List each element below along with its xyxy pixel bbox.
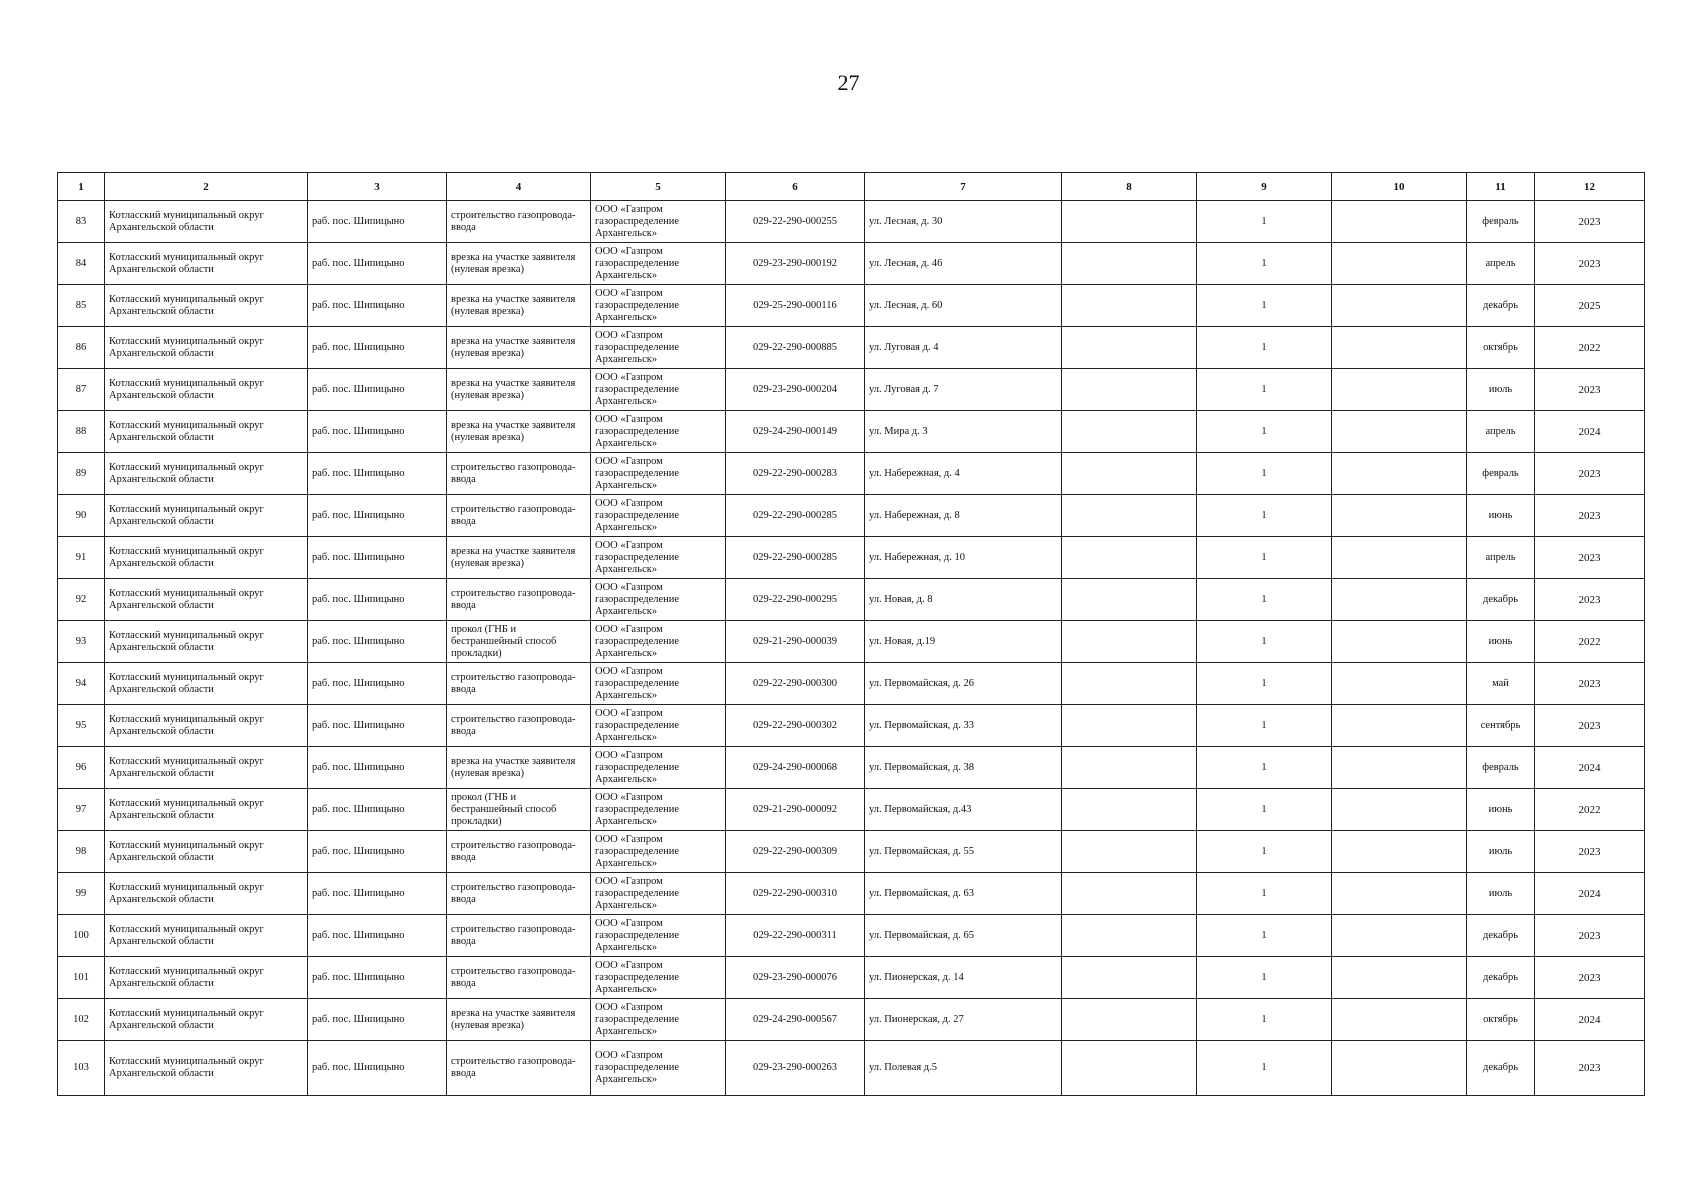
municipality-cell: Котласский муниципальный округ Архангельской области: [105, 579, 308, 621]
work-type-cell: строительство газопровода-ввода: [447, 579, 591, 621]
row-number: 103: [58, 1041, 105, 1096]
month-cell: июль: [1467, 873, 1535, 915]
column-8-cell: [1062, 705, 1197, 747]
column-8-cell: [1062, 873, 1197, 915]
address-cell: ул. Первомайская, д.43: [865, 789, 1062, 831]
row-number: 86: [58, 327, 105, 369]
table-row: [58, 453, 1645, 495]
row-number: 100: [58, 915, 105, 957]
organization-cell: ООО «Газпром газораспределение Архангельск»: [591, 957, 726, 999]
column-10-cell: [1332, 285, 1467, 327]
month-cell: декабрь: [1467, 1041, 1535, 1096]
quantity-cell: 1: [1197, 705, 1332, 747]
row-number: 98: [58, 831, 105, 873]
organization-cell: ООО «Газпром газораспределение Архангельск»: [591, 873, 726, 915]
month-cell: июнь: [1467, 789, 1535, 831]
column-10-cell: [1332, 327, 1467, 369]
column-10-cell: [1332, 747, 1467, 789]
registration-code-cell: 029-24-290-000149: [726, 411, 865, 453]
address-cell: ул. Новая, д.19: [865, 621, 1062, 663]
work-type-cell: врезка на участке заявителя (нулевая врезка): [447, 369, 591, 411]
organization-cell: ООО «Газпром газораспределение Архангельск»: [591, 915, 726, 957]
quantity-cell: 1: [1197, 873, 1332, 915]
municipality-cell: Котласский муниципальный округ Архангельской области: [105, 537, 308, 579]
table-row: [58, 747, 1645, 789]
address-cell: ул. Лесная, д. 30: [865, 201, 1062, 243]
address-cell: ул. Набережная, д. 8: [865, 495, 1062, 537]
column-8-cell: [1062, 621, 1197, 663]
year-cell: 2023: [1535, 201, 1645, 243]
settlement-cell: раб. пос. Шипицыно: [308, 915, 447, 957]
registration-code-cell: 029-22-290-000885: [726, 327, 865, 369]
column-header: 1: [58, 173, 105, 201]
row-number: 92: [58, 579, 105, 621]
organization-cell: ООО «Газпром газораспределение Архангельск»: [591, 831, 726, 873]
column-8-cell: [1062, 453, 1197, 495]
column-header: 7: [865, 173, 1062, 201]
row-number: 89: [58, 453, 105, 495]
quantity-cell: 1: [1197, 789, 1332, 831]
organization-cell: ООО «Газпром газораспределение Архангельск»: [591, 369, 726, 411]
year-cell: 2023: [1535, 369, 1645, 411]
settlement-cell: раб. пос. Шипицыно: [308, 957, 447, 999]
row-number: 95: [58, 705, 105, 747]
quantity-cell: 1: [1197, 495, 1332, 537]
organization-cell: ООО «Газпром газораспределение Архангельск»: [591, 1041, 726, 1096]
quantity-cell: 1: [1197, 327, 1332, 369]
month-cell: апрель: [1467, 537, 1535, 579]
work-type-cell: строительство газопровода-ввода: [447, 495, 591, 537]
address-cell: ул. Лесная, д. 46: [865, 243, 1062, 285]
column-8-cell: [1062, 369, 1197, 411]
row-number: 88: [58, 411, 105, 453]
settlement-cell: раб. пос. Шипицыно: [308, 453, 447, 495]
address-cell: ул. Первомайская, д. 65: [865, 915, 1062, 957]
municipality-cell: Котласский муниципальный округ Архангельской области: [105, 1041, 308, 1096]
work-type-cell: врезка на участке заявителя (нулевая врезка): [447, 243, 591, 285]
column-10-cell: [1332, 705, 1467, 747]
year-cell: 2023: [1535, 243, 1645, 285]
organization-cell: ООО «Газпром газораспределение Архангельск»: [591, 453, 726, 495]
registration-code-cell: 029-21-290-000039: [726, 621, 865, 663]
row-number: 97: [58, 789, 105, 831]
settlement-cell: раб. пос. Шипицыно: [308, 495, 447, 537]
column-header: 11: [1467, 173, 1535, 201]
registration-code-cell: 029-22-290-000310: [726, 873, 865, 915]
address-cell: ул. Полевая д.5: [865, 1041, 1062, 1096]
column-header: 6: [726, 173, 865, 201]
work-type-cell: врезка на участке заявителя (нулевая врезка): [447, 747, 591, 789]
address-cell: ул. Набережная, д. 10: [865, 537, 1062, 579]
column-header: 10: [1332, 173, 1467, 201]
settlement-cell: раб. пос. Шипицыно: [308, 327, 447, 369]
column-header: 8: [1062, 173, 1197, 201]
quantity-cell: 1: [1197, 243, 1332, 285]
column-header: 5: [591, 173, 726, 201]
column-10-cell: [1332, 663, 1467, 705]
organization-cell: ООО «Газпром газораспределение Архангельск»: [591, 495, 726, 537]
table-row: [58, 327, 1645, 369]
address-cell: ул. Пионерская, д. 27: [865, 999, 1062, 1041]
year-cell: 2024: [1535, 747, 1645, 789]
municipality-cell: Котласский муниципальный округ Архангельской области: [105, 411, 308, 453]
column-10-cell: [1332, 957, 1467, 999]
work-type-cell: врезка на участке заявителя (нулевая врезка): [447, 285, 591, 327]
year-cell: 2023: [1535, 1041, 1645, 1096]
registration-code-cell: 029-22-290-000311: [726, 915, 865, 957]
quantity-cell: 1: [1197, 1041, 1332, 1096]
row-number: 99: [58, 873, 105, 915]
table-body: [58, 201, 1645, 1096]
registration-code-cell: 029-25-290-000116: [726, 285, 865, 327]
row-number: 90: [58, 495, 105, 537]
settlement-cell: раб. пос. Шипицыно: [308, 789, 447, 831]
table-row: [58, 873, 1645, 915]
month-cell: декабрь: [1467, 957, 1535, 999]
work-type-cell: врезка на участке заявителя (нулевая врезка): [447, 537, 591, 579]
page-number: 27: [837, 70, 860, 95]
municipality-cell: Котласский муниципальный округ Архангельской области: [105, 243, 308, 285]
address-cell: ул. Новая, д. 8: [865, 579, 1062, 621]
row-number: 94: [58, 663, 105, 705]
registration-code-cell: 029-22-290-000295: [726, 579, 865, 621]
month-cell: февраль: [1467, 453, 1535, 495]
municipality-cell: Котласский муниципальный округ Архангельской области: [105, 327, 308, 369]
quantity-cell: 1: [1197, 915, 1332, 957]
quantity-cell: 1: [1197, 537, 1332, 579]
registration-code-cell: 029-22-290-000309: [726, 831, 865, 873]
municipality-cell: Котласский муниципальный округ Архангельской области: [105, 747, 308, 789]
quantity-cell: 1: [1197, 285, 1332, 327]
month-cell: июль: [1467, 831, 1535, 873]
organization-cell: ООО «Газпром газораспределение Архангельск»: [591, 537, 726, 579]
column-8-cell: [1062, 285, 1197, 327]
organization-cell: ООО «Газпром газораспределение Архангельск»: [591, 999, 726, 1041]
column-8-cell: [1062, 537, 1197, 579]
municipality-cell: Котласский муниципальный округ Архангельской области: [105, 369, 308, 411]
year-cell: 2023: [1535, 957, 1645, 999]
column-10-cell: [1332, 579, 1467, 621]
quantity-cell: 1: [1197, 201, 1332, 243]
month-cell: апрель: [1467, 243, 1535, 285]
column-10-cell: [1332, 915, 1467, 957]
month-cell: июль: [1467, 369, 1535, 411]
month-cell: октябрь: [1467, 999, 1535, 1041]
column-10-cell: [1332, 537, 1467, 579]
table-row: [58, 705, 1645, 747]
municipality-cell: Котласский муниципальный округ Архангельской области: [105, 915, 308, 957]
year-cell: 2024: [1535, 873, 1645, 915]
municipality-cell: Котласский муниципальный округ Архангельской области: [105, 201, 308, 243]
registration-code-cell: 029-23-290-000263: [726, 1041, 865, 1096]
column-8-cell: [1062, 201, 1197, 243]
municipality-cell: Котласский муниципальный округ Архангельской области: [105, 621, 308, 663]
organization-cell: ООО «Газпром газораспределение Архангельск»: [591, 789, 726, 831]
municipality-cell: Котласский муниципальный округ Архангельской области: [105, 831, 308, 873]
table-row: [58, 663, 1645, 705]
column-10-cell: [1332, 495, 1467, 537]
year-cell: 2023: [1535, 831, 1645, 873]
table-row: [58, 369, 1645, 411]
work-type-cell: строительство газопровода-ввода: [447, 831, 591, 873]
settlement-cell: раб. пос. Шипицыно: [308, 1041, 447, 1096]
column-header: 2: [105, 173, 308, 201]
address-cell: ул. Первомайская, д. 63: [865, 873, 1062, 915]
registration-code-cell: 029-23-290-000204: [726, 369, 865, 411]
settlement-cell: раб. пос. Шипицыно: [308, 999, 447, 1041]
table-row: [58, 831, 1645, 873]
year-cell: 2023: [1535, 915, 1645, 957]
work-type-cell: строительство газопровода-ввода: [447, 957, 591, 999]
year-cell: 2023: [1535, 705, 1645, 747]
settlement-cell: раб. пос. Шипицыно: [308, 285, 447, 327]
year-cell: 2025: [1535, 285, 1645, 327]
month-cell: декабрь: [1467, 285, 1535, 327]
settlement-cell: раб. пос. Шипицыно: [308, 747, 447, 789]
work-type-cell: строительство газопровода-ввода: [447, 705, 591, 747]
work-type-cell: прокол (ГНБ и бестраншейный способ прокладки): [447, 621, 591, 663]
quantity-cell: 1: [1197, 747, 1332, 789]
column-10-cell: [1332, 873, 1467, 915]
address-cell: ул. Первомайская, д. 26: [865, 663, 1062, 705]
organization-cell: ООО «Газпром газораспределение Архангельск»: [591, 663, 726, 705]
quantity-cell: 1: [1197, 411, 1332, 453]
registration-code-cell: 029-22-290-000302: [726, 705, 865, 747]
organization-cell: ООО «Газпром газораспределение Архангельск»: [591, 201, 726, 243]
settlement-cell: раб. пос. Шипицыно: [308, 705, 447, 747]
settlement-cell: раб. пос. Шипицыно: [308, 873, 447, 915]
settlement-cell: раб. пос. Шипицыно: [308, 201, 447, 243]
settlement-cell: раб. пос. Шипицыно: [308, 579, 447, 621]
year-cell: 2024: [1535, 411, 1645, 453]
work-type-cell: строительство газопровода-ввода: [447, 453, 591, 495]
column-10-cell: [1332, 369, 1467, 411]
organization-cell: ООО «Газпром газораспределение Архангельск»: [591, 621, 726, 663]
year-cell: 2023: [1535, 579, 1645, 621]
municipality-cell: Котласский муниципальный округ Архангельской области: [105, 495, 308, 537]
year-cell: 2024: [1535, 999, 1645, 1041]
year-cell: 2023: [1535, 663, 1645, 705]
month-cell: декабрь: [1467, 579, 1535, 621]
work-type-cell: строительство газопровода-ввода: [447, 915, 591, 957]
table-row: [58, 1041, 1645, 1096]
address-cell: ул. Луговая д. 4: [865, 327, 1062, 369]
quantity-cell: 1: [1197, 831, 1332, 873]
year-cell: 2022: [1535, 621, 1645, 663]
work-type-cell: врезка на участке заявителя (нулевая врезка): [447, 411, 591, 453]
row-number: 83: [58, 201, 105, 243]
column-8-cell: [1062, 243, 1197, 285]
organization-cell: ООО «Газпром газораспределение Архангельск»: [591, 243, 726, 285]
column-header: 4: [447, 173, 591, 201]
row-number: 101: [58, 957, 105, 999]
organization-cell: ООО «Газпром газораспределение Архангельск»: [591, 705, 726, 747]
column-10-cell: [1332, 831, 1467, 873]
registration-code-cell: 029-22-290-000300: [726, 663, 865, 705]
registration-code-cell: 029-24-290-000567: [726, 999, 865, 1041]
municipality-cell: Котласский муниципальный округ Архангельской области: [105, 663, 308, 705]
column-10-cell: [1332, 201, 1467, 243]
settlement-cell: раб. пос. Шипицыно: [308, 243, 447, 285]
settlement-cell: раб. пос. Шипицыно: [308, 621, 447, 663]
table-row: [58, 537, 1645, 579]
month-cell: октябрь: [1467, 327, 1535, 369]
column-8-cell: [1062, 831, 1197, 873]
column-header: 12: [1535, 173, 1645, 201]
work-type-cell: строительство газопровода-ввода: [447, 201, 591, 243]
column-8-cell: [1062, 495, 1197, 537]
quantity-cell: 1: [1197, 663, 1332, 705]
registration-code-cell: 029-22-290-000285: [726, 537, 865, 579]
quantity-cell: 1: [1197, 999, 1332, 1041]
column-8-cell: [1062, 789, 1197, 831]
row-number: 91: [58, 537, 105, 579]
table-row: [58, 201, 1645, 243]
row-number: 84: [58, 243, 105, 285]
address-cell: ул. Первомайская, д. 55: [865, 831, 1062, 873]
quantity-cell: 1: [1197, 453, 1332, 495]
row-number: 87: [58, 369, 105, 411]
municipality-cell: Котласский муниципальный округ Архангельской области: [105, 999, 308, 1041]
header-row: [58, 173, 1645, 201]
organization-cell: ООО «Газпром газораспределение Архангельск»: [591, 747, 726, 789]
month-cell: май: [1467, 663, 1535, 705]
organization-cell: ООО «Газпром газораспределение Архангельск»: [591, 579, 726, 621]
settlement-cell: раб. пос. Шипицыно: [308, 411, 447, 453]
municipality-cell: Котласский муниципальный округ Архангельской области: [105, 453, 308, 495]
row-number: 85: [58, 285, 105, 327]
column-8-cell: [1062, 579, 1197, 621]
column-10-cell: [1332, 1041, 1467, 1096]
address-cell: ул. Набережная, д. 4: [865, 453, 1062, 495]
table-row: [58, 285, 1645, 327]
municipality-cell: Котласский муниципальный округ Архангельской области: [105, 705, 308, 747]
organization-cell: ООО «Газпром газораспределение Архангельск»: [591, 411, 726, 453]
year-cell: 2022: [1535, 327, 1645, 369]
quantity-cell: 1: [1197, 621, 1332, 663]
quantity-cell: 1: [1197, 579, 1332, 621]
table-row: [58, 621, 1645, 663]
organization-cell: ООО «Газпром газораспределение Архангельск»: [591, 327, 726, 369]
work-type-cell: врезка на участке заявителя (нулевая врезка): [447, 327, 591, 369]
organization-cell: ООО «Газпром газораспределение Архангельск»: [591, 285, 726, 327]
table-row: [58, 999, 1645, 1041]
column-8-cell: [1062, 747, 1197, 789]
column-8-cell: [1062, 1041, 1197, 1096]
column-10-cell: [1332, 999, 1467, 1041]
registration-code-cell: 029-24-290-000068: [726, 747, 865, 789]
registration-code-cell: 029-22-290-000285: [726, 495, 865, 537]
quantity-cell: 1: [1197, 957, 1332, 999]
address-cell: ул. Пионерская, д. 14: [865, 957, 1062, 999]
column-8-cell: [1062, 915, 1197, 957]
row-number: 96: [58, 747, 105, 789]
column-8-cell: [1062, 327, 1197, 369]
table-header: [58, 173, 1645, 201]
work-type-cell: врезка на участке заявителя (нулевая врезка): [447, 999, 591, 1041]
table-row: [58, 957, 1645, 999]
quantity-cell: 1: [1197, 369, 1332, 411]
registration-code-cell: 029-23-290-000192: [726, 243, 865, 285]
table-row: [58, 411, 1645, 453]
municipality-cell: Котласский муниципальный округ Архангельской области: [105, 789, 308, 831]
month-cell: февраль: [1467, 201, 1535, 243]
table-row: [58, 243, 1645, 285]
settlement-cell: раб. пос. Шипицыно: [308, 537, 447, 579]
settlement-cell: раб. пос. Шипицыно: [308, 663, 447, 705]
registration-code-cell: 029-23-290-000076: [726, 957, 865, 999]
work-type-cell: строительство газопровода-ввода: [447, 873, 591, 915]
column-8-cell: [1062, 411, 1197, 453]
address-cell: ул. Мира д. 3: [865, 411, 1062, 453]
row-number: 102: [58, 999, 105, 1041]
table-row: [58, 495, 1645, 537]
month-cell: июнь: [1467, 495, 1535, 537]
month-cell: февраль: [1467, 747, 1535, 789]
column-10-cell: [1332, 621, 1467, 663]
municipality-cell: Котласский муниципальный округ Архангельской области: [105, 957, 308, 999]
settlement-cell: раб. пос. Шипицыно: [308, 369, 447, 411]
month-cell: сентябрь: [1467, 705, 1535, 747]
table-row: [58, 579, 1645, 621]
column-10-cell: [1332, 411, 1467, 453]
municipality-cell: Котласский муниципальный округ Архангельской области: [105, 285, 308, 327]
column-8-cell: [1062, 663, 1197, 705]
column-10-cell: [1332, 453, 1467, 495]
month-cell: июнь: [1467, 621, 1535, 663]
column-8-cell: [1062, 957, 1197, 999]
column-10-cell: [1332, 789, 1467, 831]
address-cell: ул. Первомайская, д. 38: [865, 747, 1062, 789]
row-number: 93: [58, 621, 105, 663]
municipality-cell: Котласский муниципальный округ Архангельской области: [105, 873, 308, 915]
registration-code-cell: 029-21-290-000092: [726, 789, 865, 831]
work-type-cell: прокол (ГНБ и бестраншейный способ прокладки): [447, 789, 591, 831]
month-cell: апрель: [1467, 411, 1535, 453]
address-cell: ул. Первомайская, д. 33: [865, 705, 1062, 747]
table-row: [58, 915, 1645, 957]
year-cell: 2023: [1535, 453, 1645, 495]
work-type-cell: строительство газопровода-ввода: [447, 663, 591, 705]
column-header: 3: [308, 173, 447, 201]
registration-code-cell: 029-22-290-000283: [726, 453, 865, 495]
address-cell: ул. Лесная, д. 60: [865, 285, 1062, 327]
column-10-cell: [1332, 243, 1467, 285]
register-table: [57, 172, 1645, 1096]
month-cell: декабрь: [1467, 915, 1535, 957]
year-cell: 2023: [1535, 537, 1645, 579]
table-row: [58, 789, 1645, 831]
year-cell: 2022: [1535, 789, 1645, 831]
column-header: 9: [1197, 173, 1332, 201]
registration-code-cell: 029-22-290-000255: [726, 201, 865, 243]
year-cell: 2023: [1535, 495, 1645, 537]
column-8-cell: [1062, 999, 1197, 1041]
address-cell: ул. Луговая д. 7: [865, 369, 1062, 411]
work-type-cell: строительство газопровода-ввода: [447, 1041, 591, 1096]
settlement-cell: раб. пос. Шипицыно: [308, 831, 447, 873]
